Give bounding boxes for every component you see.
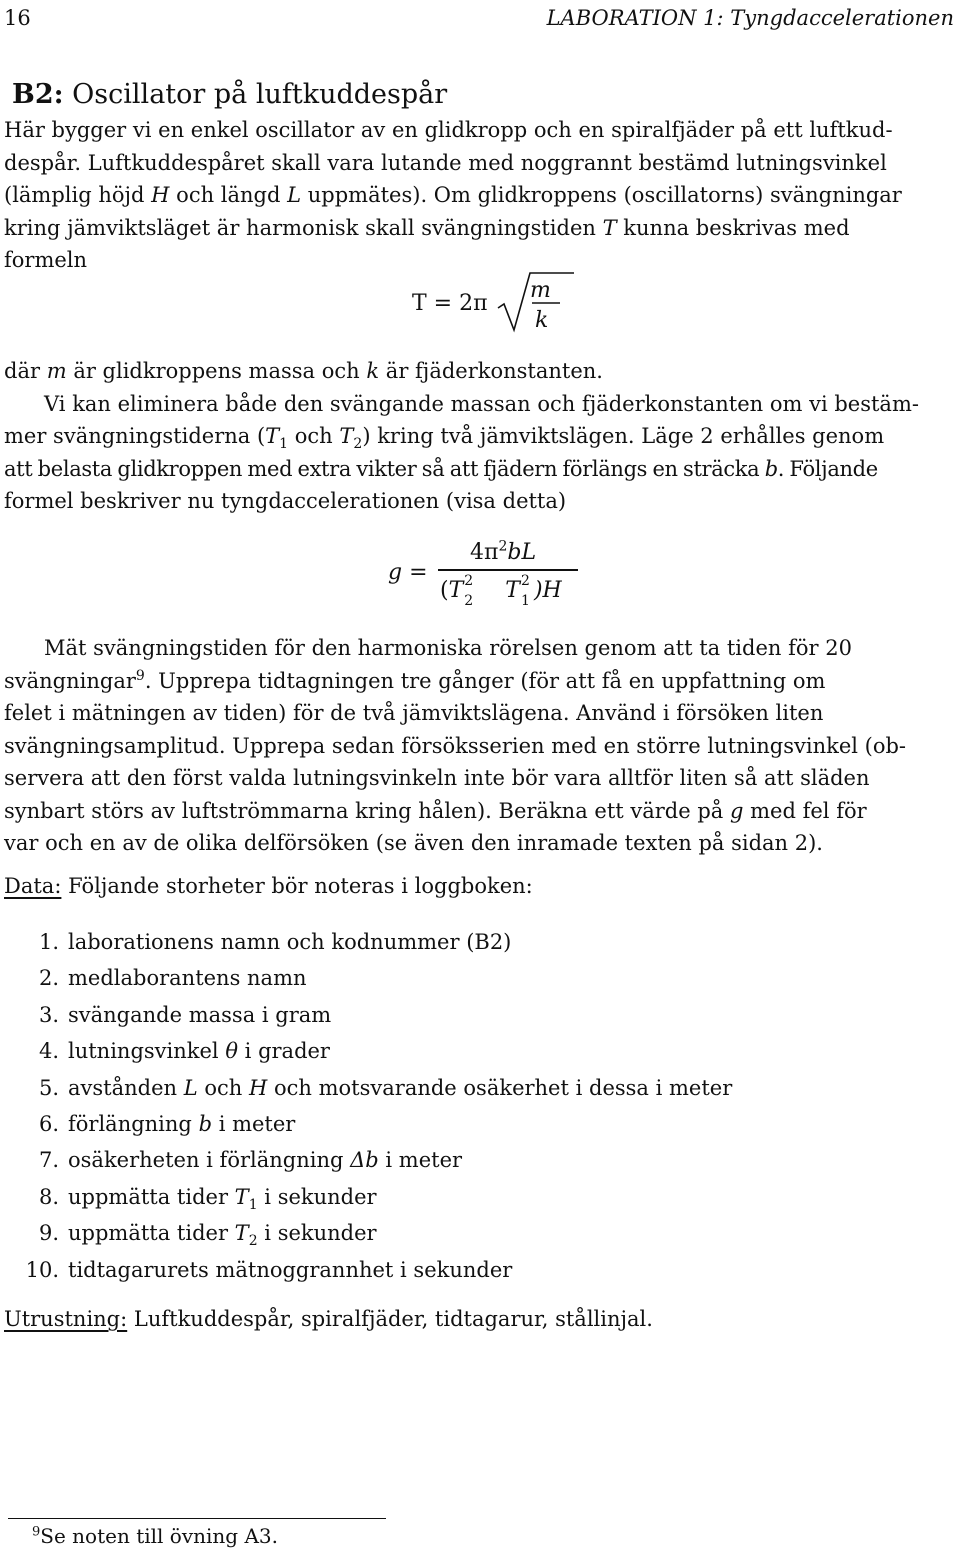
list-text: osäkerheten i förlängning (68, 1148, 344, 1173)
text-span: att belasta glidkroppen med extra vikter så att fjädern förlängs en sträcka (4, 456, 760, 481)
text-span: Vi kan eliminera både den svängande massan och fjäderkonstanten om vi bestäm- (44, 391, 919, 416)
list-number: 9. (38, 1221, 59, 1246)
list-number: 1. (38, 930, 59, 954)
formula-denominator: k (535, 308, 549, 333)
paragraph-elimination (4, 355, 954, 518)
list-number: 3. (38, 1002, 59, 1027)
text-line (4, 114, 954, 147)
math-symbol: T (505, 578, 520, 603)
list-item (4, 1181, 732, 1217)
math-symbol: T (234, 1221, 249, 1246)
text-span: mer svängningstiderna ( (4, 424, 266, 448)
subscript: 2 (248, 1233, 258, 1250)
data-intro: Följande storheter bör noteras i loggboken: (68, 874, 533, 898)
math-symbol: k (366, 359, 380, 383)
list-text: uppmätta tider (68, 1221, 228, 1246)
text-span: Här bygger vi en enkel oscillator av en glidkropp och en spiralfjäder på ett luftkud- (4, 118, 893, 142)
data-label: Data: (4, 874, 62, 898)
text-span: kring jämviktsläget är harmonisk skall svängningstiden (4, 215, 596, 240)
text-span: var och en av de olika delförsöken (se även den inramade texten på sidan 2). (4, 831, 823, 855)
list-number: 5. (38, 1075, 59, 1100)
data-heading (4, 870, 533, 903)
list-text: och motsvarande osäkerhet i dessa i meter (274, 1075, 733, 1100)
math-symbol: )H (533, 578, 562, 603)
running-header (4, 2, 954, 32)
list-text: i meter (218, 1111, 296, 1136)
subscript: 1 (248, 1196, 258, 1213)
text-line (4, 730, 954, 763)
list-text: medlaborantens namn (68, 966, 307, 991)
text-span: . Upprepa tidtagningen tre gånger (för att få en uppfattning om (144, 668, 826, 693)
list-item (4, 1217, 732, 1253)
text-span: ) kring två jämviktslägen. Läge 2 erhålles genom (362, 424, 885, 448)
list-text: förlängning (68, 1111, 192, 1136)
list-item (4, 926, 732, 962)
list-number: 8. (38, 1184, 59, 1209)
text-span: synbart störs av luftströmmarna kring hålen). Beräkna ett värde på (4, 798, 724, 823)
footnote-divider (8, 1518, 386, 1519)
footnote (32, 1520, 278, 1553)
list-number: 10. (25, 1257, 59, 1282)
list-text: uppmätta tider (68, 1184, 228, 1209)
footnote-text: Se noten till övning A3. (40, 1524, 278, 1548)
equipment-line (4, 1303, 653, 1336)
formula-numerator: m (530, 278, 551, 303)
text-span: och (294, 424, 333, 448)
math-symbol: T (339, 424, 354, 448)
math-symbol: Δb (350, 1148, 379, 1173)
math-symbol: T (265, 424, 280, 448)
list-number: 7. (38, 1148, 59, 1173)
list-text: avstånden (68, 1075, 178, 1100)
list-text: lutningsvinkel (68, 1039, 219, 1064)
section-title-text: Oscillator på luftkuddespår (72, 79, 448, 110)
text-line (4, 485, 954, 518)
formula-denominator: (T 2 2 T 2 1 )H (440, 573, 562, 609)
text-line (4, 147, 954, 180)
section-label: B2: (12, 79, 64, 110)
text-line (4, 355, 954, 388)
math-symbol: T (234, 1184, 249, 1209)
text-span: . Följande (777, 456, 878, 481)
list-item (4, 962, 732, 998)
list-item (4, 999, 732, 1035)
text-line (4, 795, 954, 828)
formula-lhs (388, 557, 428, 590)
math-symbol: L (287, 183, 302, 207)
text-span: svängningar (4, 668, 136, 693)
text-span: formeln (4, 248, 88, 272)
list-text: i grader (244, 1039, 330, 1064)
subscript: 1 (279, 436, 289, 453)
text-line (4, 827, 954, 860)
text-span: är glidkroppens massa och (73, 359, 360, 383)
text-line (4, 212, 954, 245)
list-text: svängande massa i gram (68, 1002, 332, 1027)
math-symbol: m (46, 359, 67, 383)
list-number: 6. (38, 1111, 59, 1136)
footnote-marker: 9 (135, 667, 145, 684)
text-line (4, 665, 954, 698)
list-item (4, 1108, 732, 1144)
paragraph-procedure (4, 632, 954, 860)
text-span: är fjäderkonstanten. (385, 359, 603, 383)
math-symbol: g = (388, 560, 428, 585)
text-span: despår. Luftkuddespåret skall vara lutande med noggrannt bestämd lutningsvinkel (4, 150, 887, 175)
text-line (4, 244, 954, 277)
list-text: i sekunder (264, 1221, 377, 1246)
text-span: uppmätes). Om glidkroppens (oscillatorns) svängningar (307, 183, 902, 207)
text-span: 4π (470, 540, 499, 565)
footnote-marker: 9 (32, 1524, 41, 1540)
text-span: med fel för (750, 798, 867, 823)
text-span: svängningsamplitud. Upprepa sedan försöksserien med en större lutningsvinkel (ob- (4, 733, 907, 758)
text-line (4, 632, 954, 665)
paragraph-intro (4, 114, 954, 277)
list-text: tidtagarurets mätnoggrannhet i sekunder (68, 1257, 513, 1282)
text-span: servera att den först valda lutningsvinkeln inte bör vara alltför liten så att släden (4, 766, 870, 790)
list-number: 2. (38, 966, 59, 991)
text-line (4, 388, 954, 421)
data-list (4, 926, 732, 1290)
math-symbol: L (183, 1075, 198, 1100)
running-title: LABORATION 1: Tyngdaccelerationen (546, 6, 954, 30)
formula-lhs: T = 2π (412, 291, 488, 316)
text-span: ( (440, 578, 449, 603)
math-symbol: T (448, 578, 464, 603)
math-symbol: g (730, 798, 744, 823)
list-text: laborationens namn och kodnummer (B2) (68, 930, 512, 954)
equipment-text: Luftkuddespår, spiralfjäder, tidtagarur, stållinjal. (133, 1307, 653, 1331)
list-number: 4. (38, 1039, 59, 1064)
text-span: (lämplig höjd (4, 183, 145, 207)
text-line (4, 179, 954, 212)
math-symbol: θ (225, 1039, 238, 1064)
list-text: i meter (385, 1148, 463, 1173)
fraction-bar (438, 569, 578, 571)
list-item (4, 1254, 732, 1290)
math-symbol: H (151, 183, 170, 207)
text-span: formel beskriver nu tyngdaccelerationen (visa detta) (4, 489, 567, 513)
text-line (4, 762, 954, 795)
list-item (4, 1035, 732, 1071)
text-line (4, 453, 954, 486)
math-symbol: T (602, 215, 617, 240)
list-text: och (204, 1075, 243, 1100)
list-item (4, 1072, 732, 1108)
math-symbol: b (764, 456, 778, 481)
text-span: kunna beskrivas med (623, 215, 850, 240)
text-line (4, 420, 954, 453)
subscript: 2 (353, 436, 363, 453)
equipment-label: Utrustning: (4, 1307, 128, 1331)
math-symbol: H (249, 1075, 268, 1100)
math-symbol: bL (507, 540, 537, 565)
list-text: i sekunder (264, 1184, 377, 1209)
formula-numerator (470, 537, 536, 570)
text-line (4, 697, 954, 730)
list-item (4, 1144, 732, 1180)
superscript: 2 (498, 538, 508, 555)
section-heading (12, 78, 447, 112)
page-number: 16 (4, 6, 31, 30)
text-span: felet i mätningen av tiden) för de två jämviktslägena. Använd i försöken liten (4, 701, 824, 725)
text-span: där (4, 359, 41, 383)
math-symbol: b (198, 1111, 213, 1136)
text-span: Mät svängningstiden för den harmoniska rörelsen genom att ta tiden för 20 (44, 636, 852, 660)
text-span: och längd (176, 183, 281, 207)
